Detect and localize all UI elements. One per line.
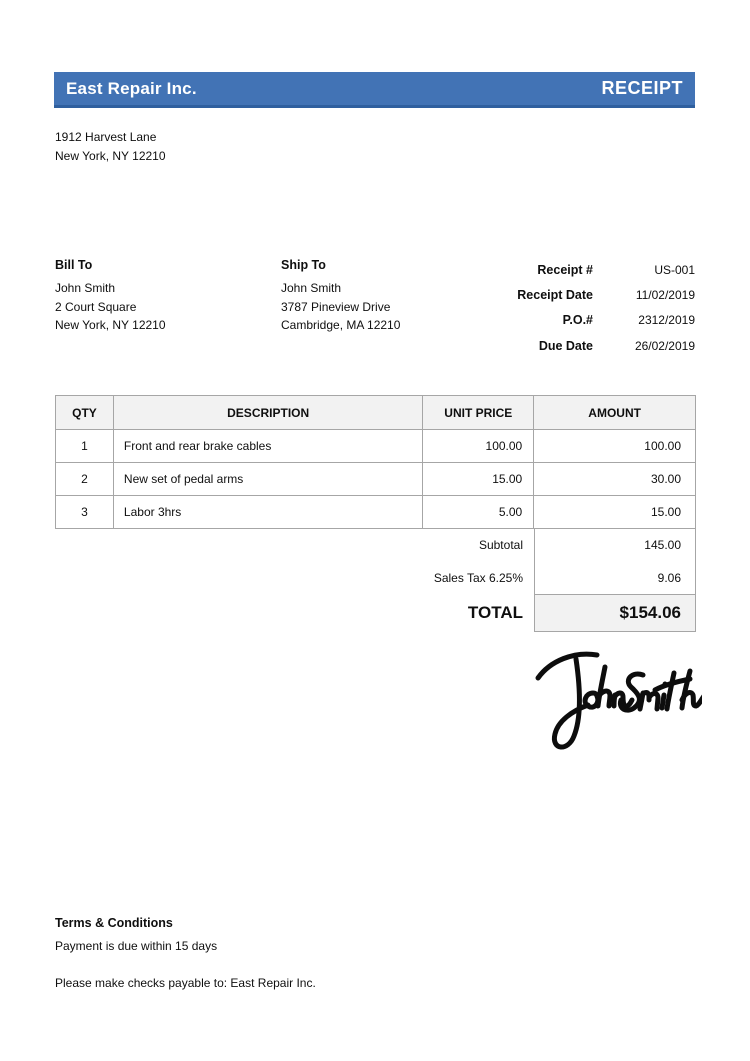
- totals-section: [55, 528, 696, 632]
- subtotal-label: Subtotal: [478, 537, 523, 552]
- item-description: Labor 3hrs: [113, 496, 422, 529]
- item-amount: 30.00: [534, 463, 696, 496]
- qty-column-header: QTY: [56, 396, 114, 430]
- items-table-header-row: [56, 396, 696, 430]
- terms-title: Terms & Conditions: [55, 916, 173, 930]
- bill-to-name: John Smith: [55, 281, 116, 295]
- grand-total-row: [55, 594, 696, 632]
- bill-to-label: Bill To: [55, 258, 93, 272]
- receipt-meta: [455, 257, 695, 359]
- po-number-label: P.O.#: [562, 313, 593, 328]
- ship-to-label: Ship To: [281, 258, 326, 272]
- description-column-header: DESCRIPTION: [113, 396, 422, 430]
- receipt-date-value: 11/02/2019: [635, 288, 695, 303]
- item-unit-price: 5.00: [423, 496, 534, 529]
- item-unit-price: 15.00: [423, 463, 534, 496]
- terms-line-2: Please make checks payable to: East Repair Inc.: [55, 976, 316, 990]
- amount-column-header: AMOUNT: [534, 396, 696, 430]
- bill-to-section: [55, 257, 166, 335]
- subtotal-value: 145.00: [534, 528, 696, 561]
- company-address: [55, 128, 166, 166]
- company-address-line-1: 1912 Harvest Lane: [55, 130, 157, 144]
- receipt-date-row: [455, 282, 695, 307]
- subtotal-row: [55, 528, 696, 561]
- ship-to-name: John Smith: [281, 281, 342, 295]
- table-row: [56, 430, 696, 463]
- ship-to-street: 3787 Pineview Drive: [281, 299, 391, 314]
- po-number-row: [455, 308, 695, 333]
- receipt-number-row: [455, 257, 695, 282]
- item-description: New set of pedal arms: [113, 463, 422, 496]
- sales-tax-label: Sales Tax 6.25%: [433, 570, 523, 585]
- due-date-value: 26/02/2019: [634, 338, 695, 353]
- item-qty: 3: [56, 496, 114, 529]
- item-unit-price: 100.00: [423, 430, 534, 463]
- items-table: [55, 395, 696, 529]
- po-number-value: 2312/2019: [638, 313, 695, 328]
- total-label: TOTAL: [467, 603, 523, 622]
- receipt-number-label: Receipt #: [537, 262, 593, 277]
- table-row: [56, 496, 696, 529]
- sales-tax-row: [55, 561, 696, 594]
- item-amount: 15.00: [534, 496, 696, 529]
- item-amount: 100.00: [534, 430, 696, 463]
- item-description: Front and rear brake cables: [113, 430, 422, 463]
- company-address-line-2: New York, NY 12210: [55, 149, 166, 163]
- unit-price-column-header: UNIT PRICE: [423, 396, 534, 430]
- bill-to-city: New York, NY 12210: [55, 318, 166, 332]
- terms-section: [55, 914, 316, 992]
- ship-to-city: Cambridge, MA 12210: [281, 318, 401, 332]
- header-bar: [54, 72, 695, 108]
- bill-to-street: 2 Court Square: [55, 299, 137, 314]
- due-date-label: Due Date: [538, 338, 593, 353]
- signature-image: [530, 642, 702, 760]
- item-qty: 2: [56, 463, 114, 496]
- item-qty: 1: [56, 430, 114, 463]
- due-date-row: [455, 333, 695, 358]
- total-value: $154.06: [534, 594, 696, 632]
- table-row: [56, 463, 696, 496]
- terms-line-1: Payment is due within 15 days: [55, 939, 218, 953]
- receipt-date-label: Receipt Date: [517, 288, 593, 303]
- document-type-label: RECEIPT: [601, 78, 683, 98]
- receipt-number-value: US-001: [654, 262, 695, 277]
- company-name: East Repair Inc.: [66, 78, 197, 98]
- ship-to-section: [281, 257, 400, 335]
- signature: [530, 642, 702, 760]
- sales-tax-value: 9.06: [534, 561, 696, 594]
